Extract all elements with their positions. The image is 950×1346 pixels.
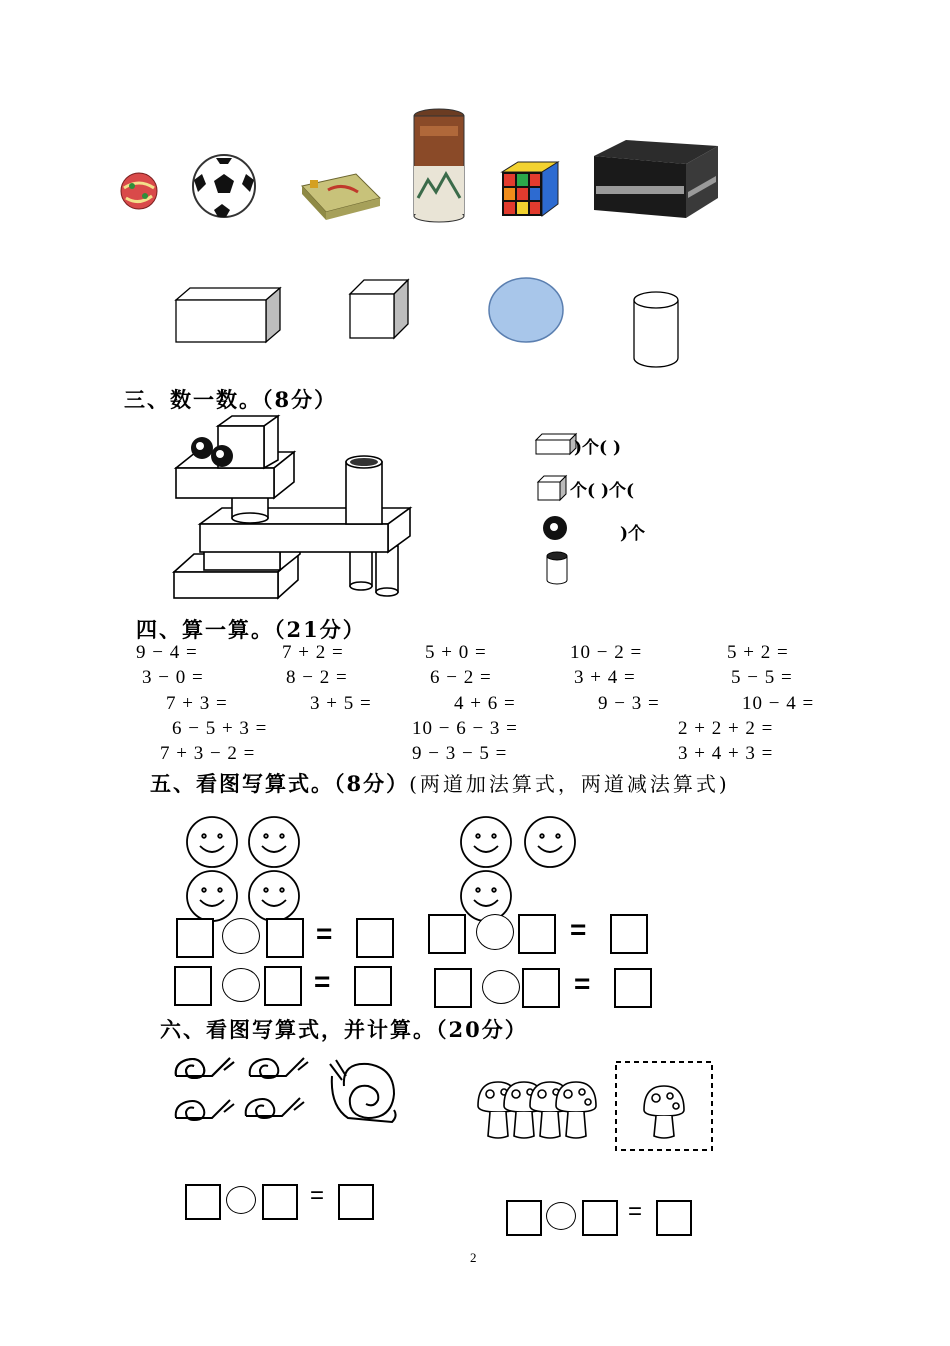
dashed-mushroom-box xyxy=(614,1060,716,1154)
ball-small-icon xyxy=(541,514,569,542)
smiley-faces-left xyxy=(180,812,310,924)
problem-r3-c5: 10 − 4 = xyxy=(742,693,815,714)
problem-r4-c2: 10 − 6 − 3 = xyxy=(412,718,518,739)
answer-box[interactable] xyxy=(518,914,556,954)
operator-circle[interactable] xyxy=(476,914,514,950)
section4-title: 四、算一算。（21分） xyxy=(136,617,366,642)
answer-box[interactable] xyxy=(434,968,472,1008)
problem-r5-c2: 9 − 3 − 5 = xyxy=(412,743,508,764)
snails-figure xyxy=(172,1046,404,1136)
equals-sign: = xyxy=(628,1198,643,1225)
problem-r1-c2: 7 + 2 = xyxy=(282,642,344,663)
answer-box[interactable] xyxy=(354,966,392,1006)
cylinder-shape xyxy=(630,290,682,370)
problem-r2-c4: 3 + 4 = xyxy=(574,667,636,688)
answer-box[interactable] xyxy=(656,1200,692,1236)
problem-r4-c1: 6 − 5 + 3 = xyxy=(172,718,268,739)
problem-r3-c2: 3 + 5 = xyxy=(310,693,372,714)
answer-box[interactable] xyxy=(614,968,652,1008)
section3-title: 三、数一数。（8分） xyxy=(124,387,338,412)
equals-sign: = xyxy=(316,918,333,949)
answer-box[interactable] xyxy=(428,914,466,954)
problem-r1-c5: 5 + 2 = xyxy=(727,642,789,663)
equals-sign: = xyxy=(314,966,331,997)
problem-r4-c3: 2 + 2 + 2 = xyxy=(678,718,774,739)
cuboid-shape xyxy=(172,286,284,344)
answer-box[interactable] xyxy=(506,1200,542,1236)
problem-r2-c1: 3 − 0 = xyxy=(142,667,204,688)
section5-title xyxy=(150,768,730,798)
problem-r5-c3: 3 + 4 + 3 = xyxy=(678,743,774,764)
problem-r3-c4: 9 − 3 = xyxy=(598,693,660,714)
answer-box[interactable] xyxy=(266,918,304,958)
section5-title-text: 五、看图写算式。（8分） xyxy=(150,771,410,796)
matchbox-icon xyxy=(298,168,384,224)
section5-note: (两道加法算式，两道减法算式) xyxy=(409,772,730,796)
equals-sign: = xyxy=(570,914,587,945)
answer-box[interactable] xyxy=(356,918,394,958)
answer-box[interactable] xyxy=(174,966,212,1006)
problem-r1-c1: 9 − 4 = xyxy=(136,642,198,663)
operator-circle[interactable] xyxy=(482,970,520,1004)
answer-box[interactable] xyxy=(185,1184,221,1220)
count-blank-2: 个( )个( xyxy=(570,481,635,501)
operator-circle[interactable] xyxy=(222,968,260,1002)
problem-r2-c3: 6 − 2 = xyxy=(430,667,492,688)
problem-r2-c5: 5 − 5 = xyxy=(731,667,793,688)
equals-sign: = xyxy=(574,968,591,999)
block-structure-figure xyxy=(166,412,422,608)
cube-shape xyxy=(346,278,412,342)
problem-r2-c2: 8 − 2 = xyxy=(286,667,348,688)
smiley-faces-right xyxy=(454,812,584,924)
answer-box[interactable] xyxy=(522,968,560,1008)
equals-sign: = xyxy=(310,1182,325,1209)
answer-box[interactable] xyxy=(176,918,214,958)
operator-circle[interactable] xyxy=(226,1186,256,1214)
cube-small-icon xyxy=(536,474,568,502)
problem-r1-c3: 5 + 0 = xyxy=(425,642,487,663)
sphere-shape xyxy=(485,274,567,346)
answer-box[interactable] xyxy=(264,966,302,1006)
soccer-ball-icon xyxy=(188,152,260,220)
section6-title: 六、看图写算式，并计算。（20分） xyxy=(160,1017,528,1042)
problem-r1-c4: 10 − 2 = xyxy=(570,642,643,663)
cylinder-small-icon xyxy=(544,550,570,586)
answer-box[interactable] xyxy=(262,1184,298,1220)
shoe-box-icon xyxy=(590,136,722,222)
cuboid-small-icon xyxy=(534,432,578,456)
answer-box[interactable] xyxy=(610,914,648,954)
small-ball-icon xyxy=(118,170,160,212)
answer-box[interactable] xyxy=(582,1200,618,1236)
operator-circle[interactable] xyxy=(546,1202,576,1230)
answer-box[interactable] xyxy=(338,1184,374,1220)
count-blank-1: )个( ) xyxy=(574,438,622,458)
rubik-cube-icon xyxy=(498,160,562,218)
problem-r5-c1: 7 + 3 − 2 = xyxy=(160,743,256,764)
tea-can-icon xyxy=(410,106,468,224)
count-blank-3: )个 xyxy=(620,524,646,544)
problem-r3-c3: 4 + 6 = xyxy=(454,693,516,714)
mushrooms-figure xyxy=(476,1078,600,1142)
page-number: 2 xyxy=(470,1250,477,1265)
problem-r3-c1: 7 + 3 = xyxy=(166,693,228,714)
operator-circle[interactable] xyxy=(222,918,260,954)
